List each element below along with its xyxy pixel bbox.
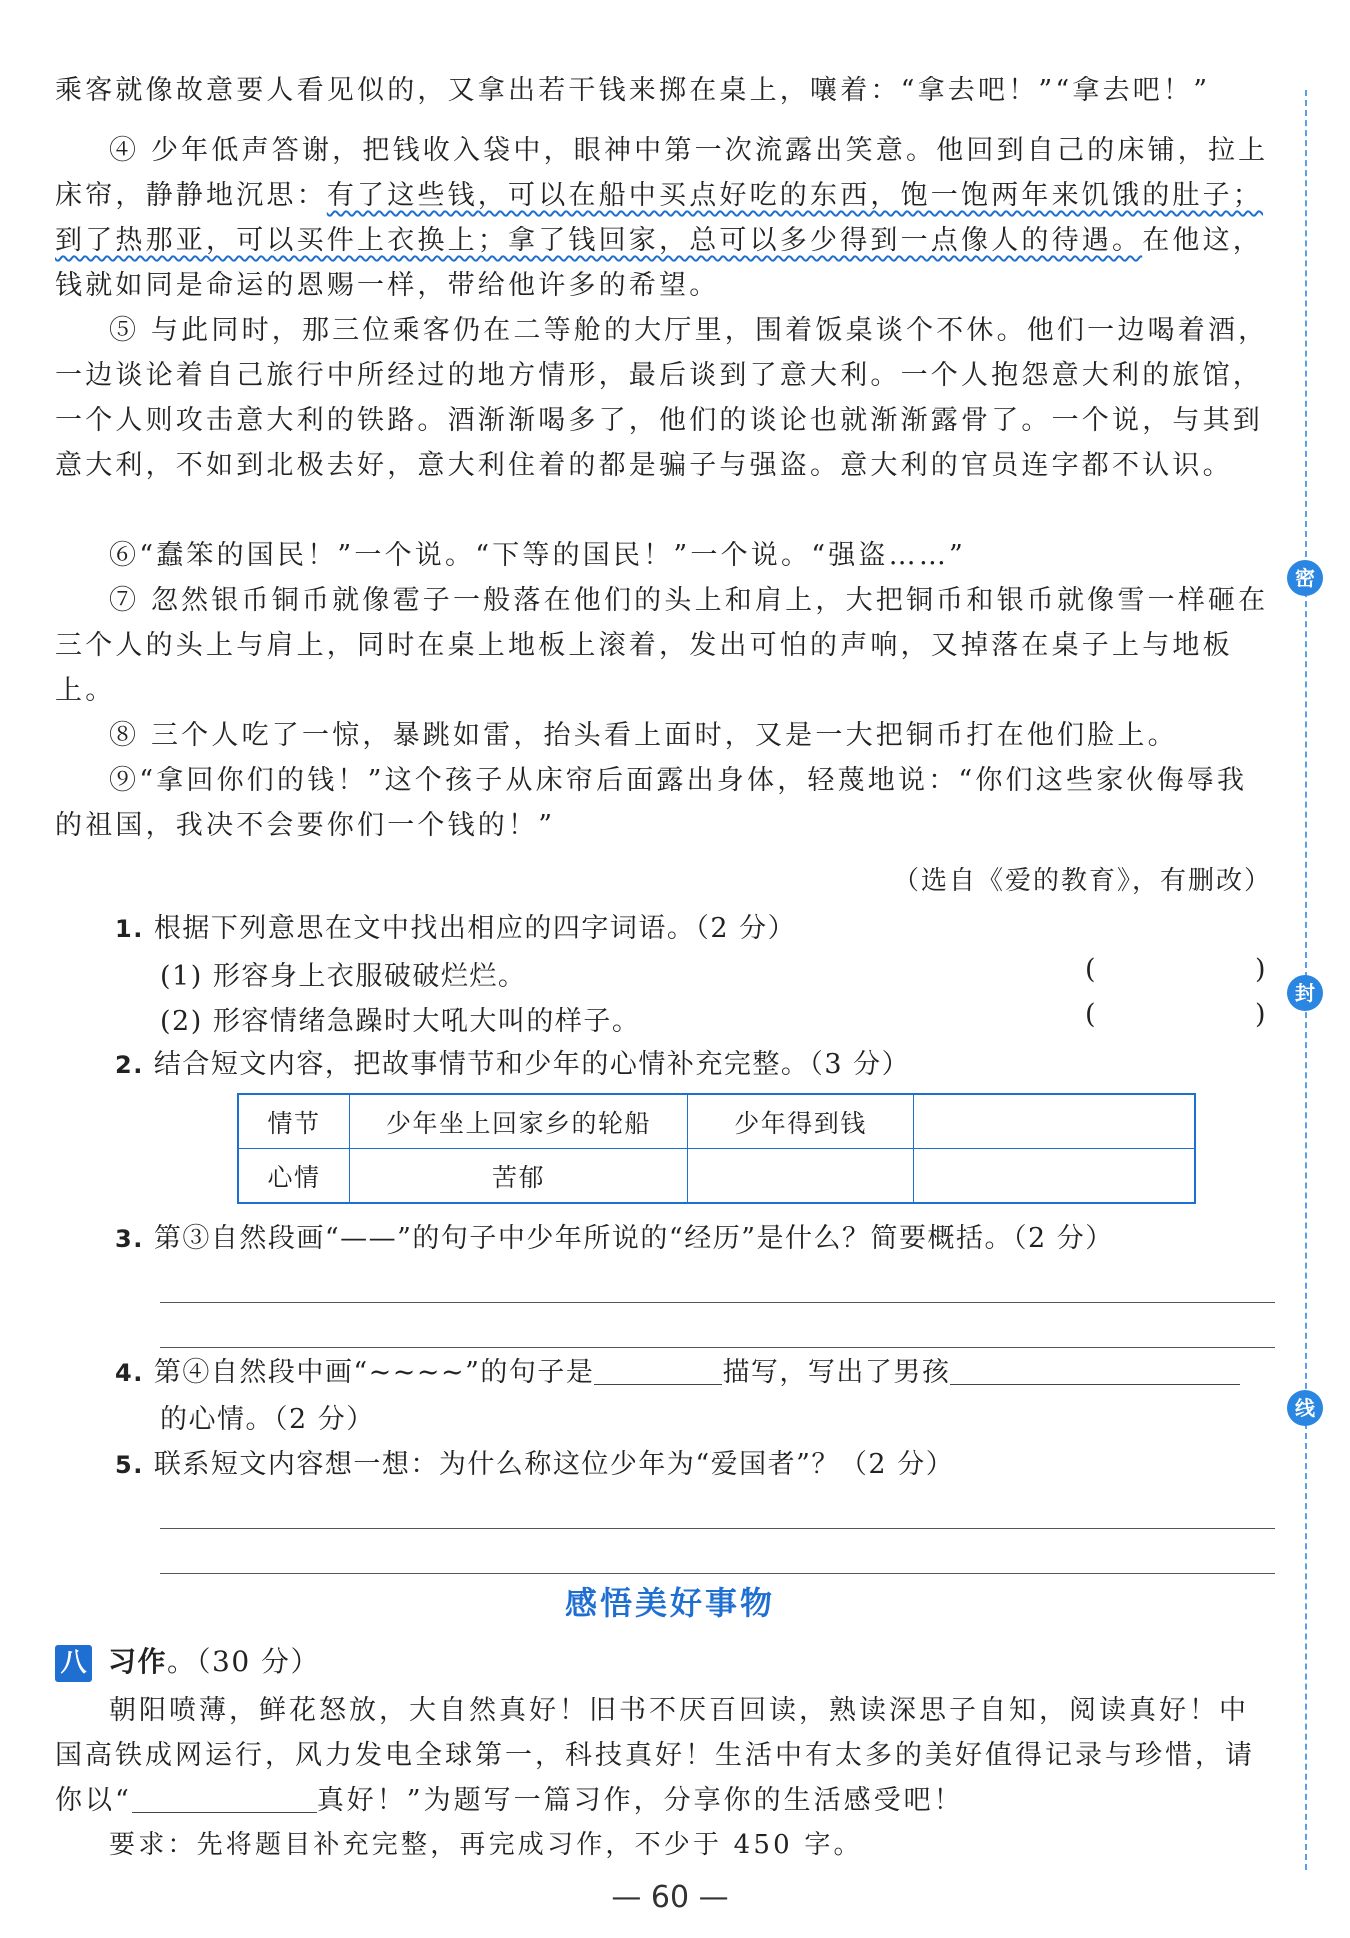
page-number: — 60 — <box>611 1880 729 1915</box>
passage-paragraph-5: ⑤ 与此同时，那三位乘客仍在二等舱的大厅里，围着饭桌谈个不休。他们一边喝着酒，一边谈论着自己旅行中所经过的地方情形，最后谈到了意大利。一个人抱怨意大利的旅馆，一个人则攻击意大利的铁路。酒渐渐喝多了，他们的谈论也就渐渐露骨了。一个说，与其到意大利，不如到北极去好，意大利住着的都是骗子与强盗。意大利的官员连字都不认识。 <box>55 315 1269 481</box>
answer-line[interactable] <box>160 1528 1275 1529</box>
plot-mood-table <box>237 1093 1196 1204</box>
answer-line[interactable] <box>160 1347 1275 1348</box>
question-4 <box>115 1350 1275 1396</box>
question-number: 2. <box>115 1051 144 1079</box>
answer-paren-close: ) <box>1255 999 1266 1030</box>
para4-wavy-sentence: 有了这些钱，可以在船中买点好吃的东西，饱一饱两年来饥饿的肚子；到了热那亚，可以买件上衣换上；拿了钱回家，总可以多少得到一点像人的待遇。 <box>55 180 1264 256</box>
question-text: 第③自然段画“——”的句子中少年所说的“经历”是什么？简要概括。（2 分） <box>153 1223 1114 1254</box>
question-number: 1. <box>115 915 144 943</box>
writing-prompt-text: 真好！”为题写一篇习作，分享你的生活感受吧！ <box>316 1785 964 1816</box>
seal-mark: 密 <box>1287 560 1323 596</box>
writing-prompt-text: 朝阳喷薄，鲜花怒放，大自然真好！旧书不厌百回读，熟读深思子自知，阅读真好！中国高铁成网运行，风力发电全球第一，科技真好！生活中有太多的美好值得记录与珍惜，请你以“ <box>55 1695 1255 1816</box>
table-cell: 心情 <box>238 1149 350 1204</box>
table-cell: 少年坐上回家乡的轮船 <box>350 1094 688 1149</box>
table-cell: 情节 <box>238 1094 350 1149</box>
question-1 <box>115 906 796 952</box>
question-1-part-2: (2) 形容情绪急躁时大吼大叫的样子。 <box>160 1006 641 1037</box>
question-3 <box>115 1216 1114 1262</box>
title-blank[interactable] <box>132 1782 317 1813</box>
question-text: 结合短文内容，把故事情节和少年的心情补充完整。（3 分） <box>153 1049 911 1080</box>
table-cell: 苦郁 <box>350 1149 688 1204</box>
passage-paragraph-4 <box>55 128 1275 308</box>
question-text: 描写，写出了男孩 <box>722 1357 951 1388</box>
passage-paragraph-9: ⑨“拿回你们的钱！”这个孩子从床帘后面露出身体，轻蔑地说：“你们这些家伙侮辱我的祖国，我决不会要你们一个钱的！” <box>55 765 1248 841</box>
table-row <box>238 1094 1195 1149</box>
table-cell-blank[interactable] <box>914 1149 1196 1204</box>
table-cell-blank[interactable] <box>688 1149 914 1204</box>
answer-line[interactable] <box>160 1573 1275 1574</box>
question-4-tail: 的心情。（2 分） <box>160 1404 375 1435</box>
question-number: 3. <box>115 1225 144 1253</box>
writing-task-score: 。（30 分） <box>167 1645 321 1678</box>
question-text: 根据下列意思在文中找出相应的四字词语。（2 分） <box>153 913 797 944</box>
para4-tail: 在他这，钱就如同是命运的恩赐一样，带给他许多的希望。 <box>55 225 1264 301</box>
answer-line[interactable] <box>160 1302 1275 1303</box>
section-number-badge: 八 <box>55 1645 92 1682</box>
writing-task-heading <box>108 1640 320 1680</box>
writing-task-label: 习作 <box>108 1645 168 1678</box>
table-row <box>238 1149 1195 1204</box>
passage-line-top: 乘客就像故意要人看见似的，又拿出若干钱来掷在桌上，嚷着：“拿去吧！”“拿去吧！” <box>55 75 1211 106</box>
passage-paragraph-8: ⑧ 三个人吃了一惊，暴跳如雷，抬头看上面时，又是一大把铜币打在他们脸上。 <box>109 720 1178 751</box>
para4-lead: ④ 少年低声答谢，把钱收入袋中，眼神中第一次流露出笑意。他回到自己的床铺，拉上床帘，静静地沉思： <box>55 135 1269 211</box>
seal-mark: 线 <box>1287 1390 1323 1426</box>
passage-source: （选自《爱的教育》，有删改） <box>892 866 1272 896</box>
table-cell: 少年得到钱 <box>688 1094 914 1149</box>
question-text: 第④自然段中画“~~~~”的句子是 <box>153 1357 595 1388</box>
question-number: 4. <box>115 1359 144 1387</box>
question-number: 5. <box>115 1451 144 1479</box>
answer-paren-close: ) <box>1255 954 1266 985</box>
passage-paragraph-6: ⑥“蠢笨的国民！”一个说。“下等的国民！”一个说。“强盗……” <box>109 540 967 571</box>
question-1-part-1: (1) 形容身上衣服破破烂烂。 <box>160 961 527 992</box>
fill-blank[interactable] <box>950 1354 1240 1385</box>
table-cell-blank[interactable] <box>914 1094 1196 1149</box>
question-5 <box>115 1442 954 1488</box>
section-title: 感悟美好事物 <box>564 1584 775 1622</box>
fill-blank[interactable] <box>594 1354 722 1385</box>
writing-prompt <box>55 1688 1275 1823</box>
passage-paragraph-7: ⑦ 忽然银币铜币就像雹子一般落在他们的头上和肩上，大把铜币和银币就像雪一样砸在三个人的头上与肩上，同时在桌上地板上滚着，发出可怕的声响，又掉落在桌子上与地板上。 <box>55 585 1269 706</box>
question-2 <box>115 1042 910 1088</box>
seal-mark: 封 <box>1287 975 1323 1011</box>
writing-requirement: 要求：先将题目补充完整，再完成习作，不少于 450 字。 <box>109 1830 863 1860</box>
answer-paren-open: ( <box>1085 954 1096 985</box>
question-text: 联系短文内容想一想：为什么称这位少年为“爱国者”？（2 分） <box>153 1449 955 1480</box>
answer-paren-open: ( <box>1085 999 1096 1030</box>
